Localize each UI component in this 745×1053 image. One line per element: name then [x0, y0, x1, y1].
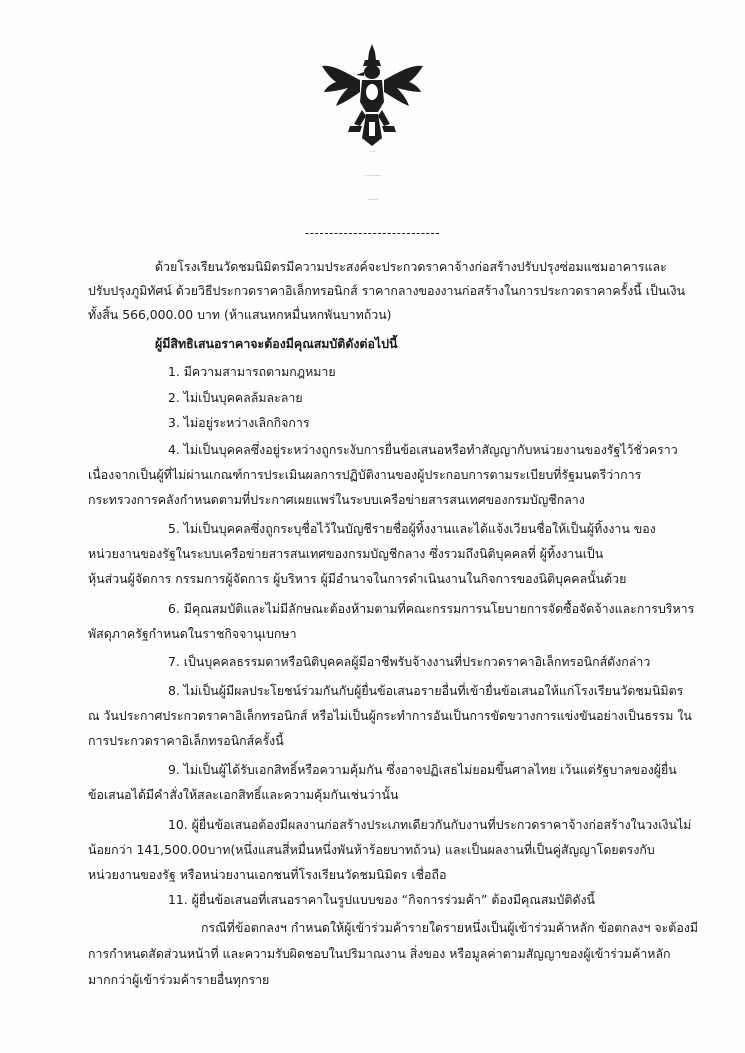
qualification-item-11-line-3: การกำหนดสัดส่วนหน้าที่ และความรับผิดชอบในปริมาณงาน สิ่งของ หรือมูลค่าตามสัญญาของผู้เข้าร่วมค้าหลัก [88, 946, 671, 961]
qualification-item-11-line-2: กรณีที่ข้อตกลงฯ กำหนดให้ผู้เข้าร่วมค้ารายใดรายหนึ่งเป็นผู้เข้าร่วมค้าหลัก ข้อตกลงฯ จะต้องมี [201, 920, 699, 935]
qualification-item-6-line-2: พัสดุภาครัฐกำหนดในราชกิจจานุเบกษา [88, 626, 297, 641]
qualification-heading: ผู้มีสิทธิเสนอราคาจะต้องมีคุณสมบัติดังต่อไปนี้ [155, 336, 398, 351]
qualification-item-2: 2. ไม่เป็นบุคคลล้มละลาย [168, 390, 303, 405]
qualification-item-3: 3. ไม่อยู่ระหว่างเลิกกิจการ [168, 415, 310, 430]
qualification-item-5-line-2: หน่วยงานของรัฐในระบบเครือข่ายสารสนเทศของกรมบัญชีกลาง ซึ่งรวมถึงนิติบุคคลที่ ผู้ทิ้งงานเป็น [88, 546, 604, 561]
qualification-item-9-line-1: 9. ไม่เป็นผู้ได้รับเอกสิทธิ์หรือความคุ้มกัน ซึ่งอาจปฏิเสธไม่ยอมขึ้นศาลไทย เว้นแต่รัฐบาลของผู้ยื่น [168, 762, 677, 777]
qualification-item-1: 1. มีความสามารถตามกฎหมาย [168, 364, 336, 379]
announcement-title [0, 152, 745, 153]
qualification-item-11-line-4: มากกว่าผู้เข้าร่วมค้ารายอื่นทุกราย [88, 972, 270, 987]
qualification-item-8-line-3: การประกวดราคาอิเล็กทรอนิกส์ครั้งนี้ [88, 733, 284, 748]
qualification-item-8-line-2: ณ วันประกาศประกวดราคาอิเล็กทรอนิกส์ หรือไม่เป็นผู้กระทำการอันเป็นการขัดขวางการแข่งขันอย่างเป็นธรรม ใน [88, 708, 692, 723]
qualification-item-10-line-3: หน่วยงานของรัฐ หรือหน่วยงานเอกชนที่โรงเรียนวัดชมนิมิตร เชื่อถือ [88, 867, 447, 882]
qualification-item-10-line-2: น้อยกว่า 141,500.00บาท(หนึ่งแสนสี่หมื่นหนึ่งพันห้าร้อยบาทถ้วน) และเป็นผลงานที่เป็นคู่สัญญาโดยตรงกับ [88, 842, 655, 857]
announcement-subject [0, 176, 745, 177]
intro-line-2: ปรับปรุงภูมิทัศน์ ด้วยวิธีประกวดราคาอิเล็กทรอนิกส์ ราคากลางของงานก่อสร้างในการประกวดราคาครั้งนี้ เป็นเงิน [88, 283, 686, 298]
garuda-emblem [320, 42, 425, 147]
title-separator: ---------------------------- [304, 226, 441, 240]
announcement-method [0, 200, 745, 201]
qualification-item-8-line-1: 8. ไม่เป็นผู้มีผลประโยชน์ร่วมกันกับผู้ยื่นข้อเสนอรายอื่นที่เข้ายื่นข้อเสนอให้แก่โรงเรียนวัดชมนิมิตร [168, 683, 684, 698]
intro-line-1: ด้วยโรงเรียนวัดชมนิมิตรมีความประสงค์จะประกวดราคาจ้างก่อสร้างปรับปรุงซ่อมแซมอาคารและ [155, 259, 667, 274]
qualification-item-7: 7. เป็นบุคคลธรรมดาหรือนิติบุคคลผู้มีอาชีพรับจ้างงานที่ประกวดราคาอิเล็กทรอนิกส์ดังกล่าว [168, 654, 651, 669]
qualification-item-6-line-1: 6. มีคุณสมบัติและไม่มีลักษณะต้องห้ามตามที่คณะกรรมการนโยบายการจัดซื้อจัดจ้างและการบริหาร [168, 601, 695, 616]
qualification-item-5-line-3: หุ้นส่วนผู้จัดการ กรรมการผู้จัดการ ผู้บริหาร ผู้มีอำนาจในการดำเนินงานในกิจการของนิติบุคคลนั้นด้วย [88, 571, 627, 586]
qualification-item-4-line-3: กระทรวงการคลังกำหนดตามที่ประกาศเผยแพร่ในระบบเครือข่ายสารสนเทศของกรมบัญชีกลาง [88, 492, 585, 507]
qualification-item-11-line-1: 11. ผู้ยื่นข้อเสนอที่เสนอราคาในรูปแบบของ “กิจการร่วมค้า” ต้องมีคุณสมบัติดังนี้ [168, 892, 596, 907]
qualification-item-9-line-2: ข้อเสนอได้มีคำสั่งให้สละเอกสิทธิ์และความคุ้มกันเช่นว่านั้น [88, 787, 399, 802]
qualification-item-4-line-2: เนื่องจากเป็นผู้ที่ไม่ผ่านเกณฑ์การประเมินผลการปฏิบัติงานของผู้ประกอบการตามระเบียบที่รัฐมนตรีว่าการ [88, 467, 642, 482]
qualification-item-4-line-1: 4. ไม่เป็นบุคคลซึ่งอยู่ระหว่างถูกระงับการยื่นข้อเสนอหรือทำสัญญากับหน่วยงานของรัฐไว้ชั่วคราว [168, 442, 678, 457]
qualification-item-5-line-1: 5. ไม่เป็นบุคคลซึ่งถูกระบุชื่อไว้ในบัญชีรายชื่อผู้ทิ้งงานและได้แจ้งเวียนชื่อให้เป็นผู้ทิ้งงาน ของ [168, 521, 656, 536]
intro-line-3: ทั้งสิ้น 566,000.00 บาท (ห้าแสนหกหมื่นหกพันบาทถ้วน) [88, 307, 392, 322]
qualification-item-10-line-1: 10. ผู้ยื่นข้อเสนอต้องมีผลงานก่อสร้างประเภทเดียวกันกับงานที่ประกวดราคาจ้างก่อสร้างในวงเงินไม่ [168, 817, 692, 832]
